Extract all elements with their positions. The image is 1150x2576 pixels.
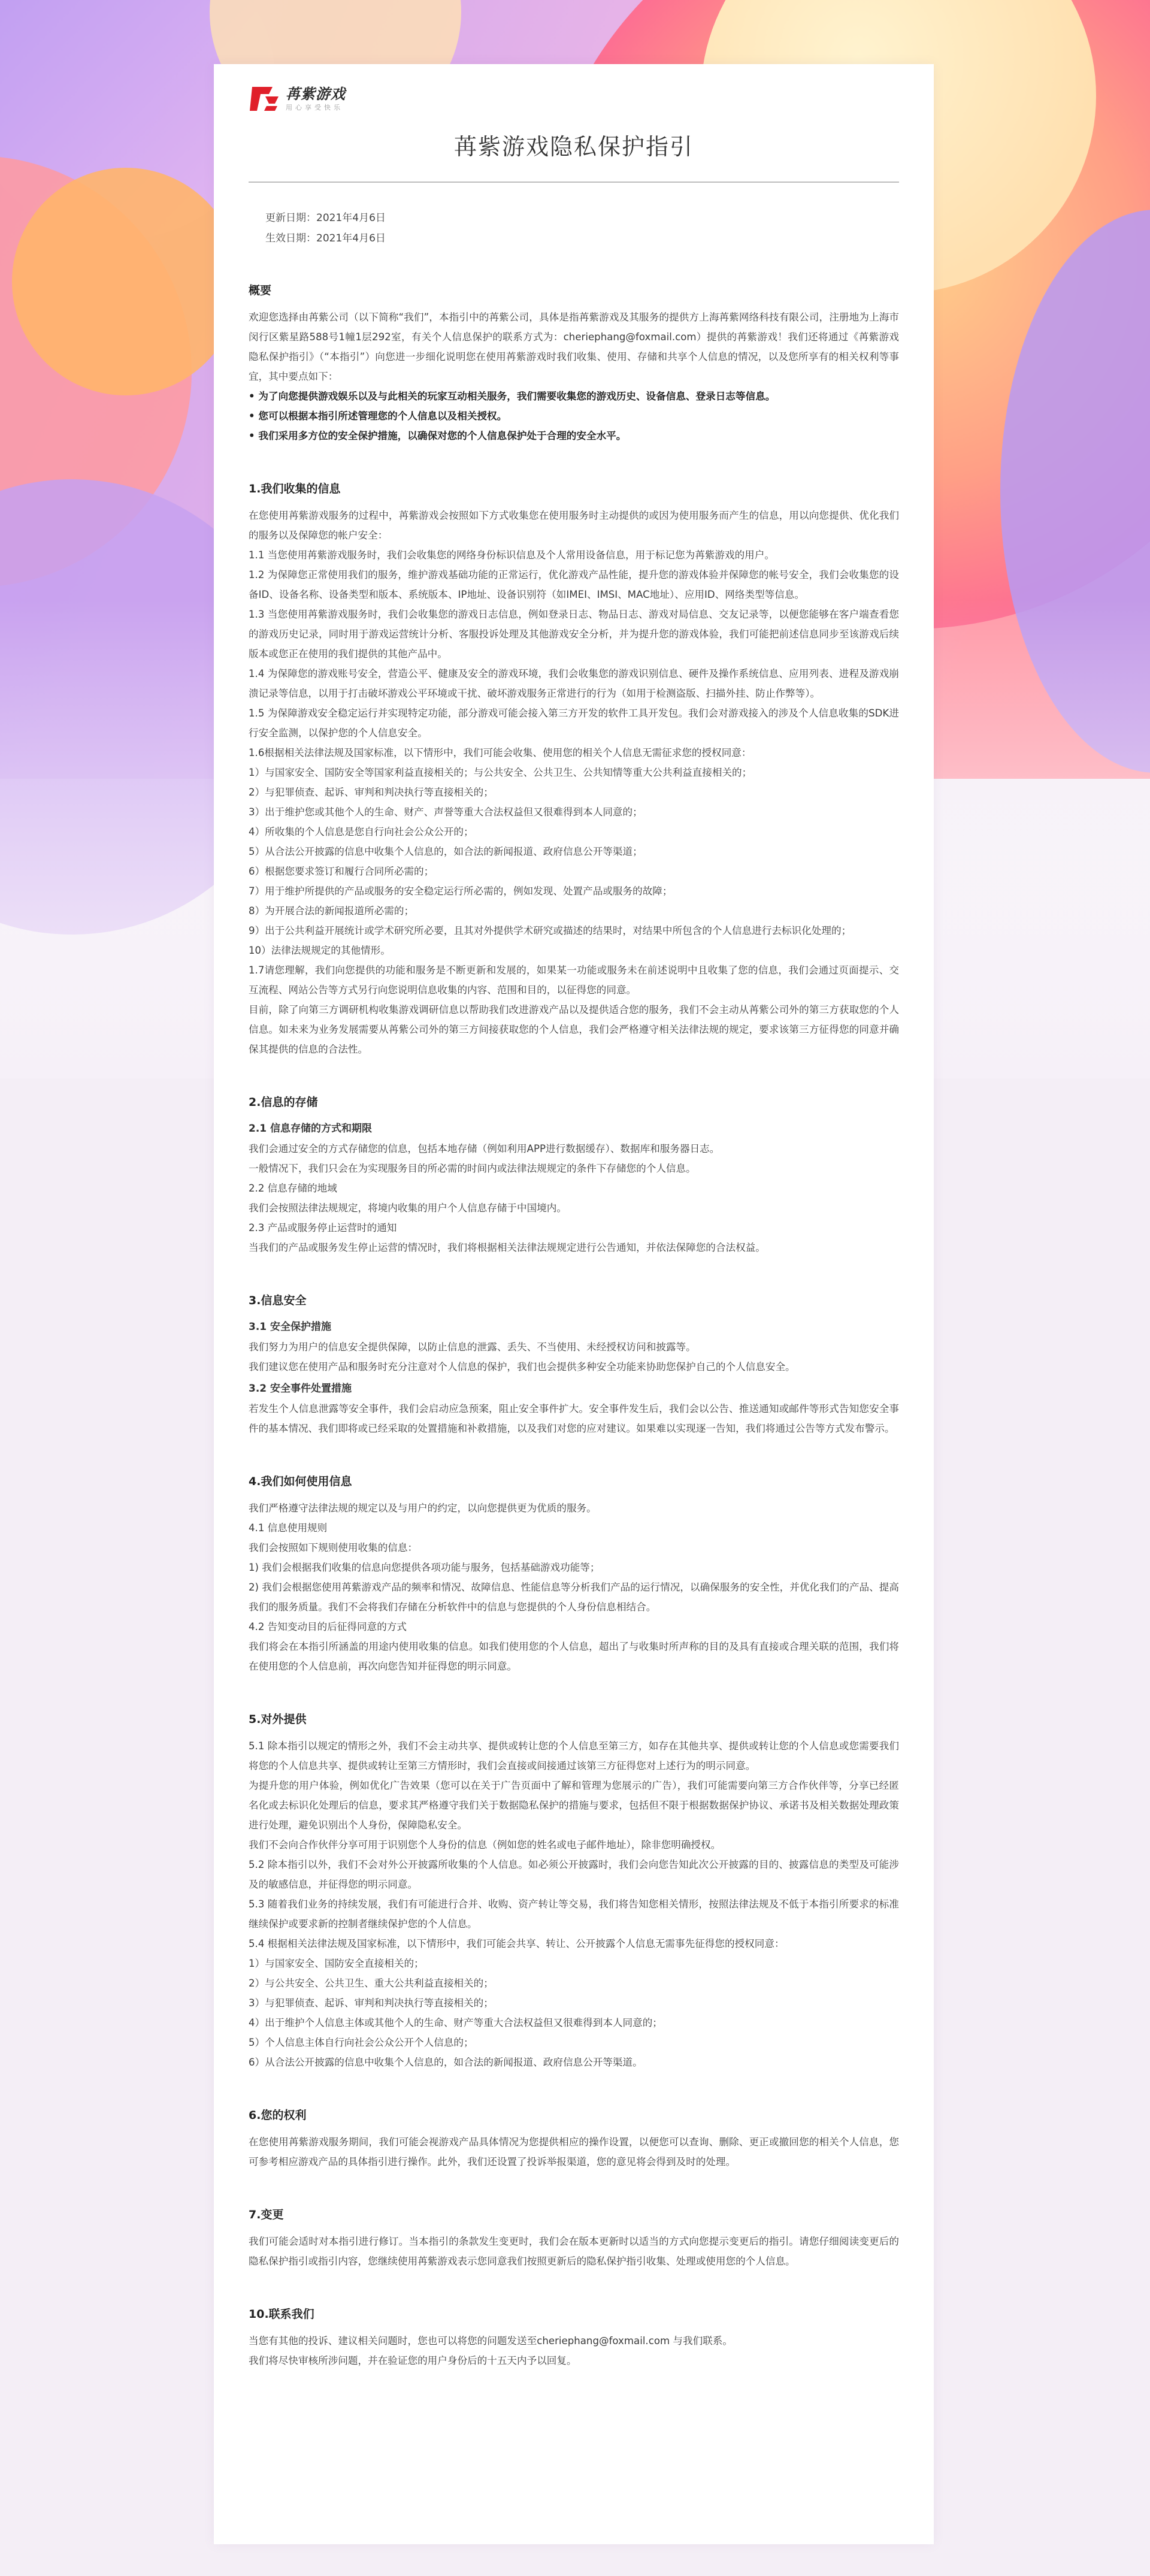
section-2-paragraph: 我们会按照法律法规规定，将境内收集的用户个人信息存储于中国境内。 [249, 1202, 567, 1214]
section-1-list-item: 3）出于维护您或其他个人的生命、财产、声誉等重大合法权益但又很难得到本人同意的； [249, 806, 643, 818]
section-3-paragraph: 若发生个人信息泄露等安全事件，我们会启动应急预案，阻止安全事件扩大。安全事件发生后，我们会以公告、推送通知或邮件等形式告知您安全事件的基本情况、我们即将或已经采取的处置措施和补救措施，以及我们对您的应对建议。如果难以实现逐一告知，我们将通过公告等方式发布警示。 [249, 1403, 899, 1434]
section-1-list-item: 10）法律法规规定的其他情形。 [249, 945, 391, 956]
overview-intro: 欢迎您选择由苒紫公司（以下简称“我们”，本指引中的苒紫公司，具体是指苒紫游戏及其服务的提供方上海苒紫网络科技有限公司，注册地为上海市闵行区紫星路588号1幢1层292室，有关个人信息保护的联系方式为：cheriephang@foxmail.com）提供的苒紫游戏！我们还将通过《苒紫游戏隐私保护指引》（“本指引”）向您进一步细化说明您在使用苒紫游戏时我们收集、使用、存储和共享个人信息的情况，以及您所享有的相关权利等事宜，其中要点如下： [249, 312, 899, 382]
section-1-paragraph: 1.4 为保障您的游戏账号安全，营造公平、健康及安全的游戏环境，我们会收集您的游戏识别信息、硬件及操作系统信息、应用列表、进程及游戏崩溃记录等信息，以用于打击破坏游戏公平环境或干扰、破坏游戏服务正常进行的行为（如用于检测盗版、扫描外挂、防止作弊等）。 [249, 668, 899, 699]
brand-logo [249, 81, 899, 117]
section-4-paragraph: 1) 我们会根据我们收集的信息向您提供各项功能与服务，包括基础游戏功能等； [249, 1562, 600, 1573]
section-5-paragraph: 5.3 随着我们业务的持续发展，我们有可能进行合并、收购、资产转让等交易，我们将告知您相关情形，按照法律法规及不低于本指引所要求的标准继续保护或要求新的控制者继续保护您的个人信息。 [249, 1898, 899, 1930]
section-1-paragraph: 1.5 为保障游戏安全稳定运行并实现特定功能，部分游戏可能会接入第三方开发的软件工具开发包。我们会对游戏接入的涉及个人信息收集的SDK进行安全监测，以保护您的个人信息安全。 [249, 708, 899, 739]
section-1-paragraph: 在您使用苒紫游戏服务的过程中，苒紫游戏会按照如下方式收集您在使用服务时主动提供的或因为使用服务而产生的信息，用以向您提供、优化我们的服务以及保障您的帐户安全： [249, 510, 899, 541]
section-4-paragraph: 我们严格遵守法律法规的规定以及与用户的约定，以向您提供更为优质的服务。 [249, 1502, 597, 1514]
section-1-list-item: 5）从合法公开披露的信息中收集个人信息的，如合法的新闻报道、政府信息公开等渠道； [249, 846, 643, 857]
section-1-list-item: 9）出于公共利益开展统计或学术研究所必要，且其对外提供学术研究或描述的结果时，对结果中所包含的个人信息进行去标识化处理的； [249, 925, 852, 936]
section-1-paragraph: 1.1 当您使用苒紫游戏服务时，我们会收集您的网络身份标识信息及个人常用设备信息，用于标记您为苒紫游戏的用户。 [249, 549, 774, 561]
section-1-list-item: 7）用于维护所提供的产品或服务的安全稳定运行所必需的，例如发现、处置产品或服务的故障； [249, 885, 673, 897]
section-4-paragraph: 4.1 信息使用规则 [249, 1522, 328, 1534]
section-5-list-item: 6）从合法公开披露的信息中收集个人信息的，如合法的新闻报道、政府信息公开等渠道。 [249, 2057, 643, 2068]
section-2-paragraph: 当我们的产品或服务发生停止运营的情况时，我们将根据相关法律法规规定进行公告通知，并依法保障您的合法权益。 [249, 1242, 765, 1253]
section-1-heading: 1.我们收集的信息 [249, 482, 341, 495]
section-3-heading: 3.信息安全 [249, 1294, 307, 1307]
brand-name: 苒紫游戏 [286, 86, 346, 102]
section-overview-heading: 概要 [249, 284, 272, 297]
section-1-paragraph: 目前，除了向第三方调研机构收集游戏调研信息以帮助我们改进游戏产品以及提供适合您的服务，我们不会主动从苒紫公司外的第三方获取您的个人信息。如未来为业务发展需要从苒紫公司外的第三方间接获取您的个人信息，我们会严格遵守相关法律法规的规定，要求该第三方征得您的同意并确保其提供的信息的合法性。 [249, 1004, 899, 1055]
section-2-heading: 2.信息的存储 [249, 1096, 318, 1109]
title-divider [249, 182, 899, 183]
section-2-subheading: 2.1 信息存储的方式和期限 [249, 1123, 373, 1135]
section-6-paragraph: 在您使用苒紫游戏服务期间，我们可能会视游戏产品具体情况为您提供相应的操作设置，以便您可以查询、删除、更正或撤回您的相关个人信息，您可参考相应游戏产品的具体指引进行操作。此外，我们还设置了投诉举报渠道，您的意见将会得到及时的处理。 [249, 2136, 899, 2167]
section-3-paragraph: 我们建议您在使用产品和服务时充分注意对个人信息的保护，我们也会提供多种安全功能来协助您保护自己的个人信息安全。 [249, 1361, 795, 1372]
section-7-paragraph: 我们可能会适时对本指引进行修订。当本指引的条款发生变更时，我们会在版本更新时以适当的方式向您提示变更后的指引。请您仔细阅读变更后的隐私保护指引或指引内容，您继续使用苒紫游戏表示您同意我们按照更新后的隐私保护指引收集、处理或使用您的个人信息。 [249, 2236, 899, 2267]
section-1-paragraph: 1.6根据相关法律法规及国家标准，以下情形中，我们可能会收集、使用您的相关个人信息无需征求您的授权同意： [249, 747, 752, 758]
section-1-paragraph: 1.2 为保障您正常使用我们的服务，维护游戏基础功能的正常运行，优化游戏产品性能，提升您的游戏体验并保障您的帐号安全，我们会收集您的设备ID、设备名称、设备类型和版本、系统版本、IP地址、设备识别符（如IMEI、IMSI、MAC地址）、应用ID、网络类型等信息。 [249, 569, 899, 600]
section-2-paragraph: 我们会通过安全的方式存储您的信息，包括本地存储（例如利用APP进行数据缓存）、数据库和服务器日志。 [249, 1143, 720, 1154]
section-3-subheading: 3.2 安全事件处置措施 [249, 1383, 352, 1395]
section-4-paragraph: 我们会按照如下规则使用收集的信息： [249, 1542, 418, 1553]
brand-tagline: 用心享受快乐 [286, 104, 343, 111]
contact-paragraph: 我们将尽快审核所涉问题，并在验证您的用户身份后的十五天内予以回复。 [249, 2355, 577, 2366]
section-7-heading: 7.变更 [249, 2208, 284, 2221]
section-1-list-item: 4）所收集的个人信息是您自行向社会公众公开的； [249, 826, 474, 837]
policy-card [214, 64, 934, 2544]
section-5-list-item: 1）与国家安全、国防安全直接相关的； [249, 1958, 424, 1969]
section-3-subheading: 3.1 安全保护措施 [249, 1321, 332, 1333]
section-1-list-item: 2）与犯罪侦查、起诉、审判和判决执行等直接相关的； [249, 787, 494, 798]
section-5-paragraph: 为提升您的用户体验，例如优化广告效果（您可以在关于广告页面中了解和管理为您展示的广告），我们可能需要向第三方合作伙伴等，分享已经匿名化或去标识化处理后的信息，要求其严格遵守我们关于数据隐私保护的措施与要求，包括但不限于根据数据保护协议、承诺书及相关数据处理政策进行处理，避免识别出个人身份，保障隐私安全。 [249, 1780, 899, 1831]
section-5-heading: 5.对外提供 [249, 1713, 307, 1726]
section-1-paragraph: 1.7请您理解，我们向您提供的功能和服务是不断更新和发展的，如果某一功能或服务未在前述说明中且收集了您的信息，我们会通过页面提示、交互流程、网站公告等方式另行向您说明信息收集的内容、范围和目的，以征得您的同意。 [249, 965, 899, 996]
overview-point: • 您可以根据本指引所述管理您的个人信息以及相关授权。 [249, 410, 507, 422]
overview-point: • 我们采用多方位的安全保护措施，以确保对您的个人信息保护处于合理的安全水平。 [249, 430, 627, 442]
section-1-list-item: 1）与国家安全、国防安全等国家利益直接相关的；与公共安全、公共卫生、公共知情等重大公共利益直接相关的； [249, 767, 752, 778]
section-1-list-item: 8）为开展合法的新闻报道所必需的； [249, 905, 414, 917]
overview-point: • 为了向您提供游戏娱乐以及与此相关的玩家互动相关服务，我们需要收集您的游戏历史、设备信息、登录日志等信息。 [249, 391, 776, 402]
section-4-paragraph: 2) 我们会根据您使用苒紫游戏产品的频率和情况、故障信息、性能信息等分析我们产品的运行情况，以确保服务的安全性，并优化我们的产品、提高我们的服务质量。我们不会将我们存储在分析软件中的信息与您提供的个人身份信息相结合。 [249, 1582, 899, 1613]
section-10-heading: 10.联系我们 [249, 2308, 314, 2321]
section-5-paragraph: 5.1 除本指引以规定的情形之外，我们不会主动共享、提供或转让您的个人信息至第三方，如存在其他共享、提供或转让您的个人信息或您需要我们将您的个人信息共享、提供或转让至第三方情形时，我们会直接或间接通过该第三方征得您对上述行为的明示同意。 [249, 1740, 899, 1771]
section-1-paragraph: 1.3 当您使用苒紫游戏服务时，我们会收集您的游戏日志信息，例如登录日志、物品日志、游戏对局信息、交友记录等，以便您能够在客户端查看您的游戏历史记录，同时用于游戏运营统计分析、客服投诉处理及其他游戏安全分析，并为提升您的游戏体验，我们可能把前述信息同步至该游戏后续版本或您正在使用的我们提供的其他产品中。 [249, 609, 899, 660]
effective-date: 生效日期：2021年4月6日 [265, 232, 386, 244]
section-2-paragraph: 一般情况下，我们只会在为实现服务目的所必需的时间内或法律法规规定的条件下存储您的个人信息。 [249, 1163, 696, 1174]
date-block [249, 208, 899, 249]
brand-logo-icon [249, 82, 282, 116]
section-5-paragraph: 我们不会向合作伙伴分享可用于识别您个人身份的信息（例如您的姓名或电子邮件地址），除非您明确授权。 [249, 1839, 721, 1851]
section-2-paragraph: 2.3 产品或服务停止运营时的通知 [249, 1222, 397, 1233]
section-5-list-item: 2）与公共安全、公共卫生、重大公共利益直接相关的； [249, 1978, 494, 1989]
updated-date: 更新日期：2021年4月6日 [265, 212, 386, 224]
section-5-list-item: 4）出于维护个人信息主体或其他个人的生命、财产等重大合法权益但又很难得到本人同意的； [249, 2017, 662, 2028]
page-title: 苒紫游戏隐私保护指引 [453, 134, 694, 160]
contact-paragraph: 当您有其他的投诉、建议相关问题时，您也可以将您的问题发送至cheriephang@foxmail.com 与我们联系。 [249, 2335, 733, 2347]
section-5-list-item: 5）个人信息主体自行向社会公众公开个人信息的； [249, 2037, 474, 2048]
section-5-list-item: 3）与犯罪侦查、起诉、审判和判决执行等直接相关的； [249, 1997, 494, 2009]
section-5-paragraph: 5.2 除本指引以外，我们不会对外公开披露所收集的个人信息。如必须公开披露时，我们会向您告知此次公开披露的目的、披露信息的类型及可能涉及的敏感信息，并征得您的明示同意。 [249, 1859, 899, 1890]
section-4-heading: 4.我们如何使用信息 [249, 1475, 352, 1488]
section-5-paragraph: 5.4 根据相关法律法规及国家标准，以下情形中，我们可能会共享、转让、公开披露个人信息无需事先征得您的授权同意： [249, 1938, 785, 1949]
section-2-paragraph: 2.2 信息存储的地域 [249, 1183, 337, 1194]
section-4-paragraph: 4.2 告知变动目的后征得同意的方式 [249, 1621, 407, 1632]
section-3-paragraph: 我们努力为用户的信息安全提供保障，以防止信息的泄露、丢失、不当使用、未经授权访问和披露等。 [249, 1341, 696, 1353]
section-1-list-item: 6）根据您要求签订和履行合同所必需的； [249, 866, 434, 877]
section-4-paragraph: 我们将会在本指引所涵盖的用途内使用收集的信息。如我们使用您的个人信息，超出了与收集时所声称的目的及具有直接或合理关联的范围，我们将在使用您的个人信息前，再次向您告知并征得您的明示同意。 [249, 1641, 899, 1672]
section-6-heading: 6.您的权利 [249, 2109, 307, 2122]
